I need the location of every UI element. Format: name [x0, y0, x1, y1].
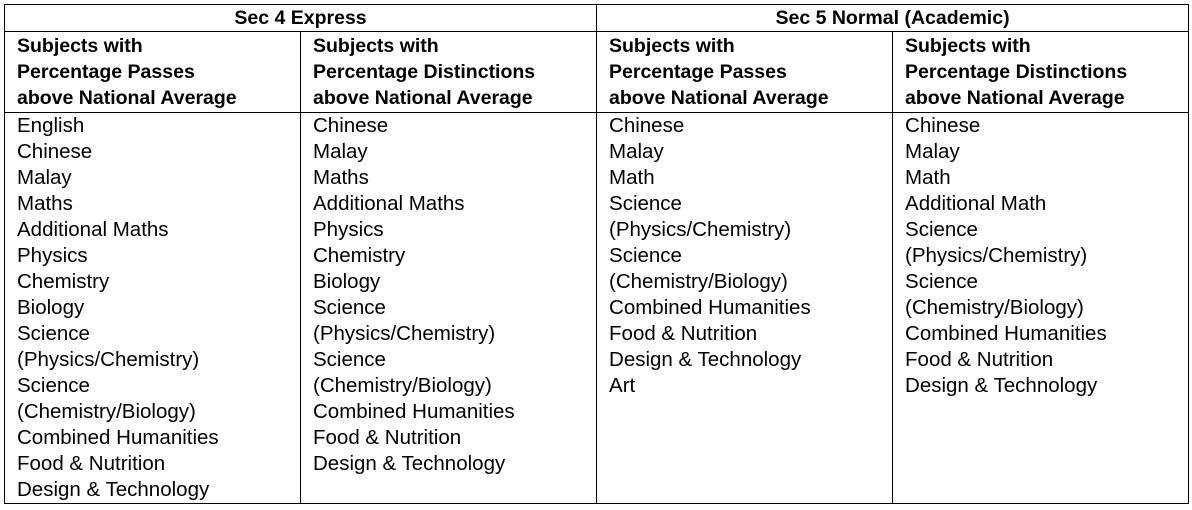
subject-item: Malay — [17, 166, 72, 189]
subjects-row — [5, 113, 1189, 504]
subject-item: Maths — [17, 192, 73, 215]
column-header-line: Percentage Distinctions — [313, 61, 536, 83]
subject-item: (Chemistry/Biology) — [313, 374, 492, 397]
subject-item: Combined Humanities — [313, 400, 515, 423]
subject-item: Food & Nutrition — [313, 426, 462, 449]
subject-item: Science — [313, 348, 386, 371]
subject-item: Additional Maths — [313, 192, 465, 215]
subject-item: Combined Humanities — [905, 322, 1107, 345]
subject-list-sec5-passes — [597, 113, 893, 504]
subject-item: Science — [313, 296, 386, 319]
subject-list-sec4-distinctions — [301, 113, 597, 504]
subject-item: (Chemistry/Biology) — [905, 296, 1084, 319]
subject-item: (Physics/Chemistry) — [17, 348, 200, 371]
subject-item: (Physics/Chemistry) — [313, 322, 496, 345]
subject-item: Biology — [313, 270, 381, 293]
column-header-line: Subjects with — [905, 35, 1031, 57]
subject-item: (Chemistry/Biology) — [609, 270, 788, 293]
subject-item: Design & Technology — [17, 478, 210, 501]
subject-item: Art — [609, 374, 636, 397]
subject-item: Malay — [313, 140, 368, 163]
subject-item: Design & Technology — [609, 348, 802, 371]
subject-item: Food & Nutrition — [905, 348, 1054, 371]
subject-item: Science — [905, 270, 978, 293]
subject-item: Science — [905, 218, 978, 241]
column-header-line: Subjects with — [609, 35, 735, 57]
subject-item: Food & Nutrition — [17, 452, 166, 475]
column-header-line: Percentage Distinctions — [905, 61, 1128, 83]
subject-item: Chinese — [609, 114, 685, 137]
column-header-row — [5, 32, 1189, 113]
subject-item: Additional Math — [905, 192, 1047, 215]
group-title-sec5-normal-academic: Sec 5 Normal (Academic) — [597, 5, 1189, 32]
subject-item: Combined Humanities — [17, 426, 219, 449]
subject-item: Science — [17, 374, 90, 397]
group-title-sec4-express: Sec 4 Express — [5, 5, 597, 32]
subject-item: Combined Humanities — [609, 296, 811, 319]
column-header-sec5-distinctions — [893, 32, 1189, 113]
subject-item: Malay — [609, 140, 664, 163]
column-header-line: above National Average — [17, 87, 237, 109]
subject-item: (Physics/Chemistry) — [609, 218, 792, 241]
column-header-line: Subjects with — [17, 35, 143, 57]
results-table — [4, 4, 1189, 504]
subject-item: Design & Technology — [905, 374, 1098, 397]
subject-item: Physics — [313, 218, 384, 241]
subject-item: Malay — [905, 140, 960, 163]
subject-item: Physics — [17, 244, 88, 267]
subject-item: Math — [609, 166, 655, 189]
subject-item: Chemistry — [17, 270, 110, 293]
subject-item: Chinese — [905, 114, 981, 137]
subject-item: Chinese — [17, 140, 93, 163]
subject-item: Science — [17, 322, 90, 345]
subject-item: (Physics/Chemistry) — [905, 244, 1088, 267]
column-header-line: above National Average — [905, 87, 1125, 109]
group-header-row — [5, 5, 1189, 32]
column-header-line: above National Average — [313, 87, 533, 109]
subject-item: Chinese — [313, 114, 389, 137]
column-header-line: above National Average — [609, 87, 829, 109]
subject-item: (Chemistry/Biology) — [17, 400, 196, 423]
subject-item: Biology — [17, 296, 85, 319]
column-header-sec4-distinctions — [301, 32, 597, 113]
column-header-line: Subjects with — [313, 35, 439, 57]
subject-item: Design & Technology — [313, 452, 506, 475]
column-header-line: Percentage Passes — [17, 61, 195, 83]
subject-item: Math — [905, 166, 951, 189]
subject-item: Maths — [313, 166, 369, 189]
subject-item: Additional Maths — [17, 218, 169, 241]
subject-item: Food & Nutrition — [609, 322, 758, 345]
subject-list-sec5-distinctions — [893, 113, 1189, 504]
subject-list-sec4-passes — [5, 113, 301, 504]
column-header-sec5-passes — [597, 32, 893, 113]
subject-item: Science — [609, 192, 682, 215]
subject-item: Chemistry — [313, 244, 406, 267]
subject-item: Science — [609, 244, 682, 267]
column-header-line: Percentage Passes — [609, 61, 787, 83]
subject-item: English — [17, 114, 85, 137]
column-header-sec4-passes — [5, 32, 301, 113]
